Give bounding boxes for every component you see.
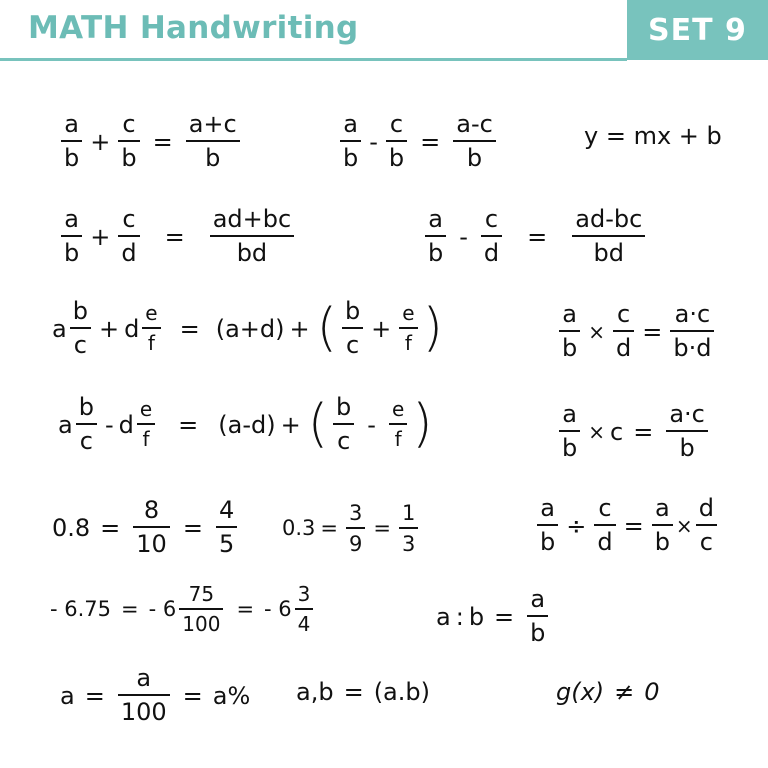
fraction: [118, 666, 170, 725]
fraction: [537, 496, 558, 555]
fraction: [61, 112, 82, 171]
math-symbol: b·d: [673, 334, 712, 363]
math-symbol: 5: [218, 530, 235, 559]
header-rule: [0, 58, 627, 61]
fraction-bar: [137, 423, 155, 425]
math-symbol: +: [98, 314, 120, 343]
eq-subtract-different-denominator: [422, 207, 648, 266]
math-symbol: -: [104, 410, 114, 439]
math-symbol: b: [468, 602, 485, 631]
fraction: [118, 207, 139, 266]
math-symbol: 75: [188, 582, 215, 606]
math-symbol: =: [84, 681, 105, 710]
math-symbol: b: [540, 528, 556, 557]
math-symbol: a·c: [674, 300, 711, 328]
math-symbol: +: [90, 127, 111, 156]
fraction-bar: [61, 140, 82, 142]
fraction-bar: [295, 608, 314, 610]
fraction-bar: [652, 524, 673, 526]
fraction: [333, 395, 354, 454]
math-symbol: b: [64, 239, 80, 268]
math-symbol: b: [343, 144, 359, 173]
math-symbol: -: [367, 410, 376, 439]
math-symbol: a: [64, 110, 79, 138]
fraction-bar: [666, 430, 708, 432]
math-symbol: a: [436, 602, 451, 631]
math-symbol: a: [52, 314, 67, 343]
math-symbol: (: [316, 298, 337, 359]
math-symbol: - 6: [148, 597, 177, 621]
math-symbol: a: [64, 205, 79, 233]
fraction: [295, 584, 314, 635]
fraction: [453, 112, 496, 171]
math-symbol: =: [164, 222, 185, 251]
math-symbol: d: [121, 239, 137, 268]
eq-ratio: [436, 587, 551, 646]
math-symbol: - 6.75: [50, 597, 112, 621]
math-symbol: f: [394, 427, 402, 452]
math-symbol: a: [428, 205, 443, 233]
math-symbol: =: [100, 513, 121, 542]
math-symbol: =: [373, 516, 391, 541]
math-symbol: 10: [136, 530, 167, 559]
math-symbol: a-c: [456, 110, 493, 138]
fraction: [142, 303, 160, 354]
fraction-bar: [70, 327, 91, 329]
fraction: [186, 112, 240, 171]
fraction-bar: [346, 527, 365, 529]
math-symbol: b: [78, 393, 94, 421]
math-symbol: ×: [675, 513, 693, 538]
fraction-bar: [613, 330, 634, 332]
math-symbol: ad+bc: [212, 205, 292, 233]
math-symbol: d: [597, 528, 613, 557]
math-symbol: c: [610, 417, 624, 446]
math-symbol: b: [72, 297, 88, 325]
math-symbol: b: [205, 144, 221, 173]
fraction-bar: [399, 327, 417, 329]
math-symbol: a: [562, 300, 577, 328]
fraction-bar: [186, 140, 240, 142]
math-symbol: bd: [236, 239, 268, 268]
math-symbol: ÷: [566, 511, 587, 540]
fraction-bar: [340, 140, 361, 142]
math-symbol: a: [136, 664, 152, 692]
fraction: [70, 299, 91, 358]
math-symbol: (a.b): [373, 678, 430, 706]
math-symbol: c: [79, 427, 93, 456]
math-symbol: +: [289, 314, 310, 343]
math-symbol: -: [369, 127, 378, 156]
fraction: [340, 112, 361, 171]
fraction-bar: [389, 423, 407, 425]
math-symbol: =: [420, 127, 441, 156]
fraction: [137, 399, 155, 450]
math-symbol: 100: [182, 612, 221, 636]
fraction-bar: [559, 330, 580, 332]
math-symbol: f: [142, 427, 150, 452]
eq-fraction-multiplication: [556, 302, 717, 361]
math-symbol: b: [388, 144, 405, 173]
fraction: [118, 112, 139, 171]
math-symbol: 4: [297, 612, 311, 636]
math-symbol: b: [336, 393, 352, 421]
fraction-bar: [559, 430, 580, 432]
fraction-bar: [118, 694, 170, 696]
math-symbol: 0: [644, 678, 660, 706]
fraction: [670, 302, 714, 361]
eq-function-not-zero: [556, 680, 660, 704]
math-symbol: =: [623, 511, 644, 540]
fraction: [399, 502, 418, 555]
math-symbol: a%: [212, 681, 251, 710]
math-symbol: e: [402, 301, 415, 326]
fraction: [346, 502, 365, 555]
math-symbol: c: [337, 427, 351, 456]
fraction: [389, 399, 407, 450]
math-symbol: a: [562, 400, 577, 428]
fraction-bar: [594, 524, 615, 526]
fraction-bar: [572, 235, 645, 237]
math-symbol: =: [343, 678, 364, 706]
fraction: [559, 402, 580, 461]
eq-mixed-number-addition: [52, 299, 445, 358]
math-symbol: c: [699, 528, 713, 557]
eq-add-different-denominator: [58, 207, 297, 266]
fraction-bar: [216, 526, 237, 528]
math-symbol: =: [182, 513, 203, 542]
math-symbol: 4: [218, 496, 235, 524]
fraction-bar: [118, 140, 139, 142]
math-symbol: ): [422, 298, 443, 359]
fraction-bar: [133, 526, 170, 528]
eq-ordered-pair: [296, 680, 430, 704]
math-symbol: c: [345, 331, 360, 360]
math-symbol: :: [455, 602, 464, 631]
math-symbol: 3: [402, 532, 416, 557]
fraction: [572, 207, 645, 266]
equations-board: [0, 62, 768, 768]
math-symbol: a: [60, 681, 75, 710]
math-symbol: =: [320, 516, 339, 541]
math-symbol: b: [562, 334, 578, 363]
math-symbol: d: [483, 239, 500, 268]
math-symbol: (: [215, 314, 226, 343]
fraction: [133, 498, 170, 557]
eq-decimal-to-fraction-1: [52, 498, 240, 557]
math-symbol: d: [124, 314, 140, 343]
fraction: [342, 299, 363, 358]
math-symbol: b: [344, 297, 361, 325]
fraction-bar: [696, 524, 717, 526]
math-symbol: b: [654, 528, 670, 557]
fraction-bar: [527, 615, 548, 617]
math-symbol: ≠: [614, 678, 635, 706]
math-symbol: g(x): [556, 678, 605, 706]
math-symbol: ×: [588, 319, 605, 344]
fraction: [216, 498, 237, 557]
math-symbol: =: [633, 417, 654, 446]
math-symbol: b: [428, 239, 444, 268]
fraction-bar: [210, 235, 294, 237]
math-symbol: 8: [143, 496, 160, 524]
math-symbol: =: [236, 597, 255, 621]
math-symbol: a+c: [188, 110, 237, 138]
math-symbol: e: [391, 397, 405, 422]
fraction-bar: [537, 524, 558, 526]
math-symbol: b: [562, 434, 578, 463]
fraction-bar: [76, 423, 97, 425]
math-symbol: a+d: [225, 314, 276, 343]
eq-fraction-times-scalar: [556, 402, 711, 461]
fraction-bar: [481, 235, 502, 237]
eq-add-same-denominator: [58, 112, 243, 171]
fraction: [613, 302, 634, 361]
math-symbol: a: [58, 410, 73, 439]
fraction: [210, 207, 294, 266]
math-symbol: c: [484, 205, 499, 233]
math-symbol: a: [343, 110, 358, 138]
math-symbol: e: [139, 397, 153, 422]
math-symbol: +: [280, 410, 301, 439]
fraction-bar: [342, 327, 363, 329]
fraction: [179, 584, 223, 635]
math-symbol: d: [118, 410, 134, 439]
math-symbol: f: [404, 331, 412, 356]
fraction-bar: [61, 235, 82, 237]
math-symbol: =: [179, 314, 200, 343]
fraction-bar: [118, 235, 139, 237]
math-symbol: 0.8: [52, 513, 91, 542]
math-symbol: 1: [402, 501, 416, 525]
math-symbol: d: [616, 334, 632, 363]
eq-fraction-division: [534, 496, 720, 555]
fraction-bar: [399, 527, 418, 529]
fraction-bar: [670, 330, 714, 332]
math-symbol: c: [389, 110, 404, 138]
math-symbol: =: [494, 602, 515, 631]
fraction: [696, 496, 717, 555]
math-symbol: 100: [120, 698, 167, 727]
math-symbol: +: [90, 222, 111, 251]
fraction-bar: [333, 423, 354, 425]
fraction: [481, 207, 502, 266]
math-symbol: 0.3: [282, 516, 316, 541]
math-symbol: a: [530, 585, 546, 613]
fraction: [425, 207, 446, 266]
math-symbol: ): [266, 410, 276, 439]
math-symbol: a-d: [227, 410, 267, 439]
eq-linear: [584, 124, 722, 148]
math-symbol: b: [121, 144, 137, 173]
fraction: [76, 395, 97, 454]
math-symbol: (: [307, 394, 329, 455]
math-symbol: =: [121, 597, 139, 621]
math-symbol: a: [654, 494, 670, 522]
fraction-bar: [179, 608, 223, 610]
eq-decimal-to-fraction-2: [282, 502, 421, 555]
math-symbol: e: [145, 301, 158, 326]
math-symbol: b: [530, 619, 546, 648]
math-symbol: b: [466, 144, 483, 173]
math-symbol: ): [412, 394, 433, 455]
math-symbol: =: [178, 410, 199, 439]
math-symbol: f: [147, 331, 155, 356]
math-symbol: =: [152, 127, 173, 156]
fraction-bar: [142, 327, 160, 329]
header: [0, 0, 768, 62]
math-symbol: bd: [593, 239, 624, 268]
fraction: [559, 302, 580, 361]
fraction: [666, 402, 708, 461]
math-symbol: a·c: [669, 400, 705, 428]
fraction: [527, 587, 548, 646]
math-symbol: d: [698, 494, 714, 522]
fraction: [386, 112, 407, 171]
math-symbol: ): [275, 314, 285, 343]
math-symbol: c: [122, 110, 136, 138]
math-symbol: c: [617, 300, 631, 328]
fraction: [594, 496, 615, 555]
fraction-bar: [425, 235, 446, 237]
math-symbol: 9: [349, 532, 363, 557]
math-symbol: c: [73, 331, 87, 360]
eq-negative-decimal: [50, 584, 316, 635]
math-symbol: ×: [588, 419, 605, 444]
math-symbol: - 6: [264, 597, 292, 621]
math-symbol: a: [540, 494, 555, 522]
math-symbol: a,b: [296, 678, 334, 706]
fraction: [652, 496, 673, 555]
math-symbol: ad-bc: [575, 205, 643, 233]
math-symbol: b: [679, 434, 695, 463]
math-symbol: =: [527, 222, 548, 251]
math-symbol: b: [64, 144, 80, 173]
math-symbol: +: [371, 314, 392, 343]
math-symbol: -: [459, 222, 468, 251]
fraction: [61, 207, 82, 266]
page-title: MATH Handwriting: [28, 10, 359, 46]
eq-percent: [60, 666, 250, 725]
math-symbol: 3: [349, 501, 363, 525]
eq-mixed-number-subtraction: [58, 395, 435, 454]
math-symbol: c: [122, 205, 136, 233]
math-symbol: =: [642, 317, 663, 346]
math-symbol: =: [182, 681, 203, 710]
fraction: [399, 303, 417, 354]
fraction-bar: [386, 140, 407, 142]
math-symbol: y = mx + b: [584, 122, 722, 150]
set-badge: SET 9: [627, 0, 768, 60]
fraction-bar: [453, 140, 496, 142]
math-symbol: 3: [297, 582, 311, 606]
eq-subtract-same-denominator: [337, 112, 499, 171]
math-symbol: c: [598, 494, 612, 522]
math-symbol: (: [218, 410, 228, 439]
